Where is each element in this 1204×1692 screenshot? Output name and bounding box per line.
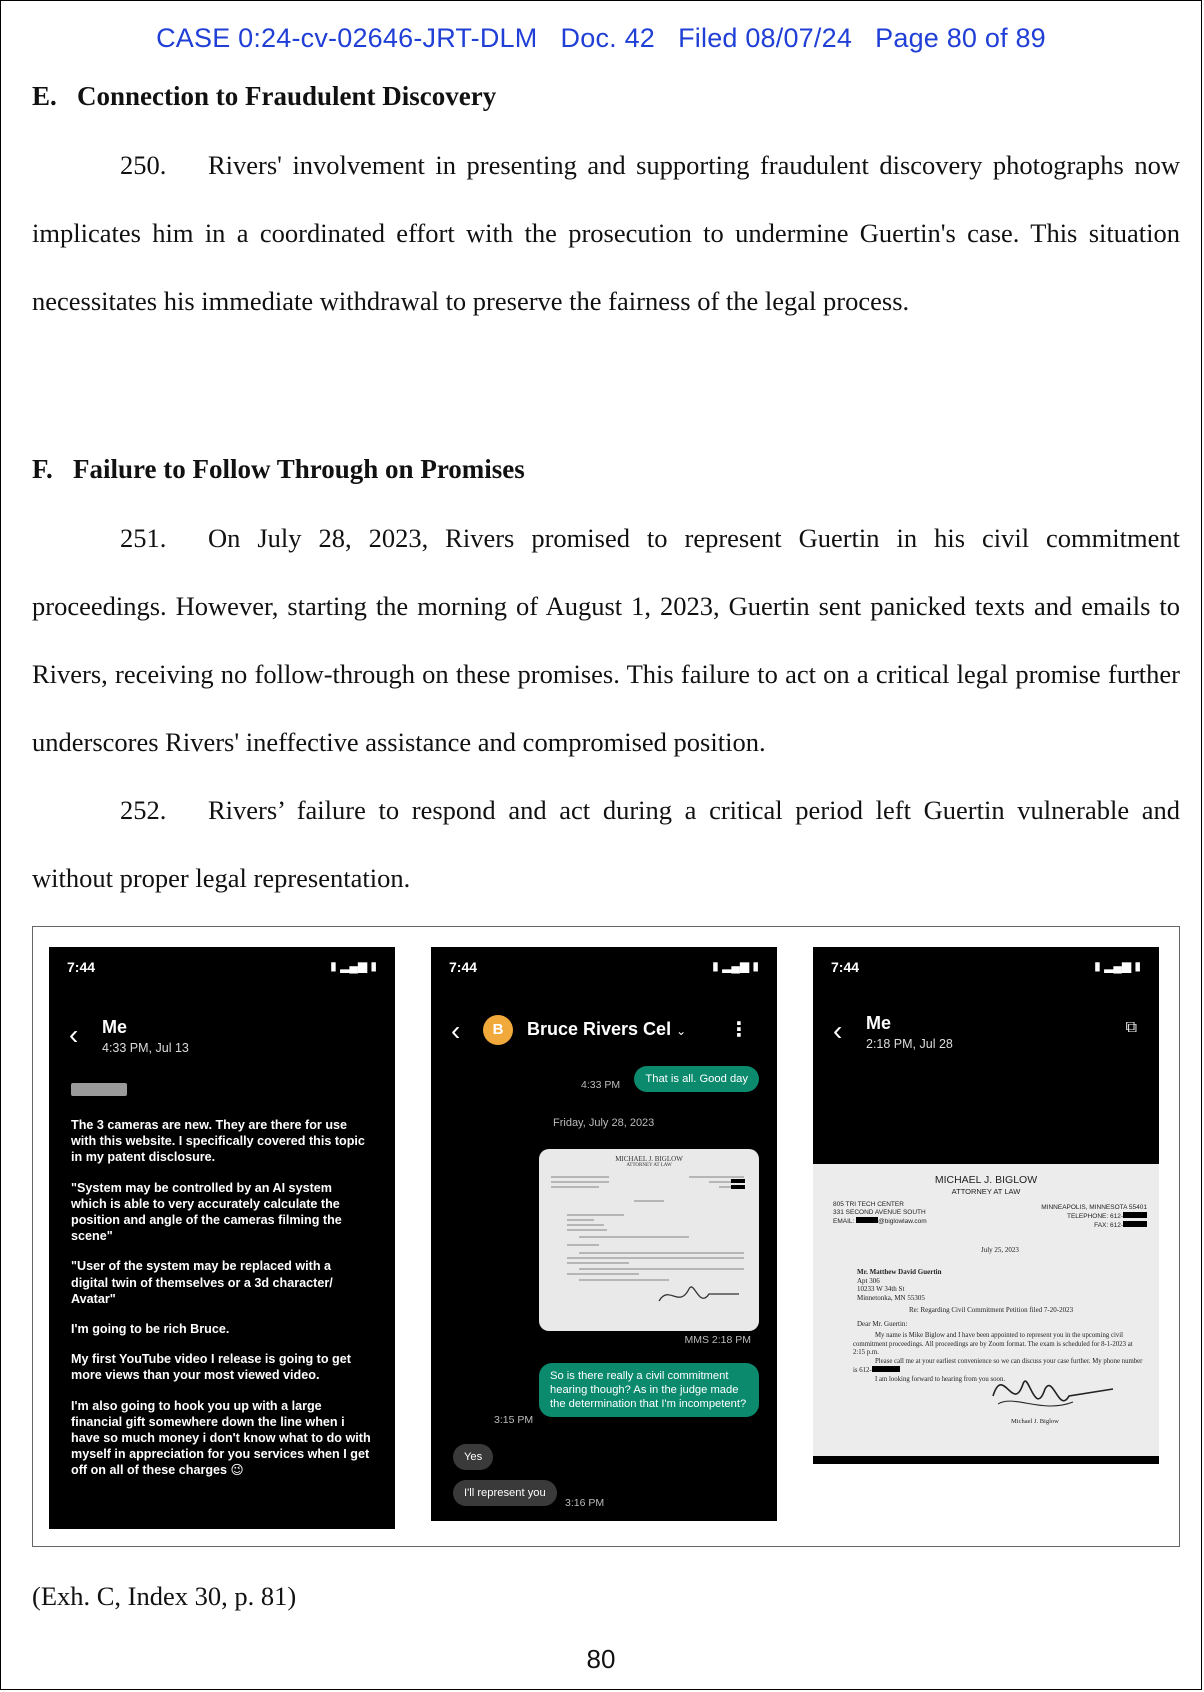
message-bubble-outgoing: That is all. Good day [634, 1066, 759, 1092]
note-line: "User of the system may be replaced with a digital twin of themselves or a 3d character/ Avatar" [71, 1259, 333, 1306]
letter-image-thumbnail [539, 1149, 759, 1331]
letterhead-address: 805 TRI TECH CENTER 331 SECOND AVENUE SOUTH EMAIL: @biglowlaw.com [833, 1201, 927, 1225]
thumb-subtitle: ATTORNEY AT LAW [626, 1163, 672, 1168]
exhibit-reference: (Exh. C, Index 30, p. 81) [32, 1581, 297, 1611]
back-arrow-icon: ‹ [451, 1015, 461, 1046]
paragraph-text: Rivers’ failure to respond and act during a critical period left Guertin vulnerable and without proper legal representation. [32, 795, 1180, 893]
mms-time: MMS 2:18 PM [684, 1334, 751, 1346]
note-title: Me [102, 1017, 128, 1037]
thumb-letterhead: MICHAEL J. BIGLOW [615, 1155, 683, 1163]
phone-screenshot-messages [431, 947, 777, 1521]
letterhead-title: ATTORNEY AT LAW [951, 1187, 1021, 1196]
paragraph-number: 250. [120, 150, 167, 180]
page-count: Page 80 of 89 [875, 23, 1046, 53]
letter-date: July 25, 2023 [981, 1246, 1019, 1254]
message-bubble-incoming: I'll represent you [453, 1480, 557, 1506]
more-options-icon: ⋮ [729, 1019, 749, 1041]
paragraph-251 [32, 504, 1180, 776]
doc-number: Doc. 42 [560, 23, 655, 53]
note-line: "System may be controlled by an AI system which is able to very accurately calculate the position and angle of the cameras filming the scene" [71, 1180, 342, 1244]
status-time: 7:44 [67, 959, 96, 975]
note-title: Me [866, 1013, 892, 1033]
letterhead-name: MICHAEL J. BIGLOW [934, 1174, 1038, 1186]
message-bubble-outgoing: So is there really a civil commitment hearing though? As in the judge made the determination that I'm incompetent? [539, 1363, 759, 1417]
paragraph-text: Rivers' involvement in presenting and supporting fraudulent discovery photographs now implicates him in a coordinated effort with the prosecution to undermine Guertin's case. This situation necessitates his immediate withdrawal to preserve the fairness of the legal process. [32, 150, 1180, 316]
screenshot-figure [32, 926, 1180, 1547]
phone-screenshot-notes [49, 947, 395, 1529]
note-body [71, 1117, 371, 1493]
signature-icon [813, 1164, 1159, 1456]
paragraph-text: On July 28, 2023, Rivers promised to represent Guertin in his civil commitment proceedings. However, starting the morning of August 1, 2023, Guertin sent panicked texts and emails to Rivers, receiving no follow-through on these promises. This failure to act on a critical legal promise further underscores Rivers' ineffective assistance and compromised position. [32, 523, 1180, 757]
signature-name: Michael J. Biglow [1011, 1418, 1059, 1425]
note-line: The 3 cameras are new. They are there for use with this website. I specifically covered this topic in my patent disclosure. [71, 1118, 365, 1165]
note-line: My first YouTube video I release is going to get more views than your most viewed video. [71, 1352, 351, 1383]
page-number: 80 [586, 1644, 616, 1674]
message-time: 3:16 PM [565, 1497, 605, 1509]
letter-body: My name is Mike Biglow and I have been appointed to represent you in the upcoming civil commitment proceedings. All proceedings are by Zoom format. The exam is scheduled for 8-1-2023 at 2:15 p.m. Please call me at your earliest convenience so we can discuss your case further. My phone number is 612- I am looking forward to hearing from you soon. [853, 1332, 1143, 1383]
contact-avatar: B [483, 1015, 513, 1045]
paragraph-252 [32, 776, 1180, 912]
message-time: 3:15 PM [494, 1414, 534, 1426]
back-arrow-icon: ‹ [833, 1015, 843, 1046]
paragraph-number: 252. [120, 795, 167, 825]
note-line: I'm also going to hook you up with a large financial gift somewhere down the line when i have so much money i don't know what to do with myself in appreciation for you services when I get off on all of these charges 😉 [71, 1398, 371, 1478]
letter-subject: Re: Regarding Civil Commitment Petition filed 7-20-2023 [909, 1306, 1074, 1314]
phone-screenshot-letter [813, 947, 1159, 1464]
paragraph-number: 251. [120, 523, 167, 553]
case-number: CASE 0:24-cv-02646-JRT-DLM [156, 23, 538, 53]
message-bubble-incoming: Yes [453, 1444, 493, 1470]
note-timestamp: 4:33 PM, Jul 13 [102, 1041, 189, 1055]
status-icons: ▮ ▂▄▆ ▮ [712, 959, 759, 973]
redacted-block [71, 1083, 127, 1096]
note-timestamp: 2:18 PM, Jul 28 [866, 1037, 953, 1051]
status-time: 7:44 [449, 959, 478, 975]
section-e-heading: E. Connection to Fraudulent Discovery [32, 81, 497, 111]
back-arrow-icon: ‹ [69, 1019, 79, 1050]
message-time: 4:33 PM [581, 1079, 621, 1091]
chevron-down-icon: ⌄ [676, 1024, 687, 1038]
status-time: 7:44 [831, 959, 860, 975]
status-icons: ▮ ▂▄▆ ▮ [1094, 959, 1141, 973]
thumb-text-lines [539, 1149, 759, 1331]
letter-salutation: Dear Mr. Guertin: [857, 1320, 908, 1328]
case-header [1, 23, 1201, 54]
note-line: I'm going to be rich Bruce. [71, 1322, 230, 1337]
paragraph-250 [32, 131, 1180, 335]
status-icons: ▮ ▂▄▆ ▮ [330, 959, 377, 973]
filed-date: Filed 08/07/24 [678, 23, 853, 53]
section-f-heading: F. Failure to Follow Through on Promises [32, 454, 525, 484]
contact-name: Bruce Rivers Cel ⌄ [527, 1019, 687, 1039]
letter-recipient: Mr. Matthew David Guertin Apt 306 10233 W 34th St Minnetonka, MN 55305 [857, 1268, 942, 1302]
attorney-letter-image [813, 1164, 1159, 1456]
letterhead-contact: MINNEAPOLIS, MINNESOTA 55401 TELEPHONE: 612- FAX: 612- [1041, 1204, 1147, 1229]
date-divider: Friday, July 28, 2023 [553, 1117, 655, 1129]
gallery-icon: ⧉ [1125, 1019, 1137, 1036]
